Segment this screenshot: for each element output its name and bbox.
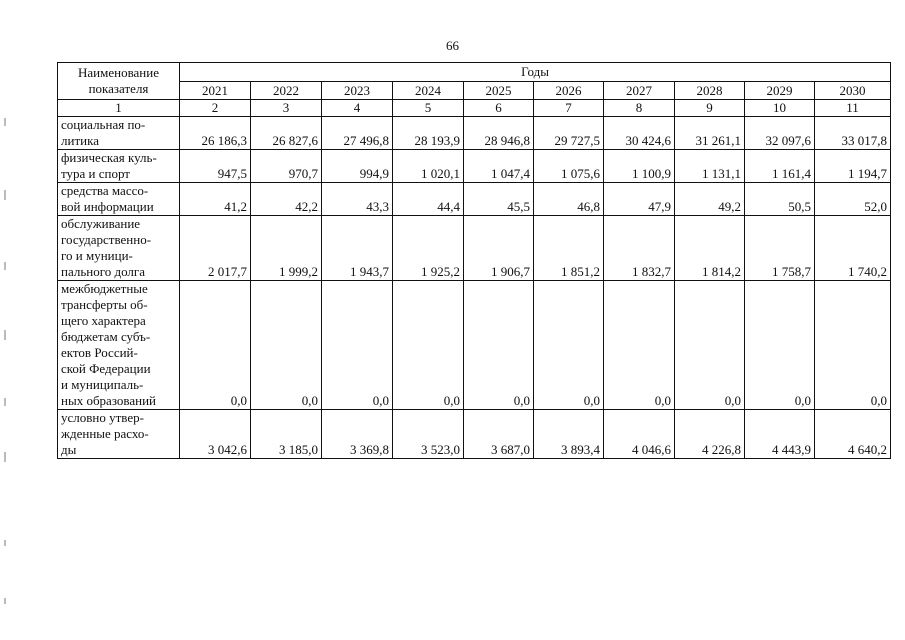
year-header-cell: 2030 <box>815 82 891 100</box>
indicator-label-line: бюджетам субъ- <box>61 329 151 344</box>
indicator-label-line: условно утвер- <box>61 410 144 425</box>
column-number-cell: 4 <box>322 100 393 117</box>
table-body <box>58 117 891 459</box>
year-header-cell: 2027 <box>604 82 675 100</box>
year-header-cell: 2021 <box>180 82 251 100</box>
value-cell: 26 827,6 <box>251 117 322 150</box>
indicator-label-line: щего характера <box>61 313 146 328</box>
year-header-cell: 2022 <box>251 82 322 100</box>
year-header-cell: 2028 <box>675 82 745 100</box>
value-cell: 46,8 <box>534 183 604 216</box>
column-number-cell: 9 <box>675 100 745 117</box>
value-cell: 947,5 <box>180 150 251 183</box>
value-cell: 1 925,2 <box>393 216 464 281</box>
table-row <box>58 183 891 216</box>
value-cell: 1 832,7 <box>604 216 675 281</box>
indicator-label-line: пального долга <box>61 264 146 279</box>
value-cell: 1 161,4 <box>745 150 815 183</box>
value-cell: 1 814,2 <box>675 216 745 281</box>
value-cell: 52,0 <box>815 183 891 216</box>
value-cell: 28 946,8 <box>464 117 534 150</box>
years-header: Годы <box>180 63 891 82</box>
year-header-cell: 2024 <box>393 82 464 100</box>
value-cell: 3 185,0 <box>251 410 322 459</box>
value-cell: 1 047,4 <box>464 150 534 183</box>
value-cell: 4 443,9 <box>745 410 815 459</box>
value-cell: 32 097,6 <box>745 117 815 150</box>
value-cell: 1 851,2 <box>534 216 604 281</box>
value-cell: 1 740,2 <box>815 216 891 281</box>
indicator-label <box>58 410 180 459</box>
value-cell: 0,0 <box>464 281 534 410</box>
value-cell: 28 193,9 <box>393 117 464 150</box>
indicator-label-line: и муниципаль- <box>61 377 144 392</box>
column-number-cell: 11 <box>815 100 891 117</box>
value-cell: 49,2 <box>675 183 745 216</box>
value-cell: 4 046,6 <box>604 410 675 459</box>
column-number-cell: 2 <box>180 100 251 117</box>
year-header-cell: 2025 <box>464 82 534 100</box>
value-cell: 1 075,6 <box>534 150 604 183</box>
indicator-label <box>58 216 180 281</box>
indicator-label-line: ды <box>61 442 77 457</box>
indicator-label-line: межбюджетные <box>61 281 148 296</box>
indicator-label-line: средства массо- <box>61 183 149 198</box>
year-header-cell: 2026 <box>534 82 604 100</box>
value-cell: 3 687,0 <box>464 410 534 459</box>
table-row <box>58 117 891 150</box>
value-cell: 1 020,1 <box>393 150 464 183</box>
value-cell: 0,0 <box>534 281 604 410</box>
value-cell: 3 042,6 <box>180 410 251 459</box>
value-cell: 1 100,9 <box>604 150 675 183</box>
indicator-label <box>58 117 180 150</box>
indicator-label-line: ской Федерации <box>61 361 151 376</box>
value-cell: 4 226,8 <box>675 410 745 459</box>
value-cell: 3 523,0 <box>393 410 464 459</box>
value-cell: 2 017,7 <box>180 216 251 281</box>
column-number-cell: 3 <box>251 100 322 117</box>
value-cell: 0,0 <box>815 281 891 410</box>
indicator-label-line: трансферты об- <box>61 297 148 312</box>
value-cell: 1 194,7 <box>815 150 891 183</box>
year-header-cell: 2023 <box>322 82 393 100</box>
value-cell: 3 369,8 <box>322 410 393 459</box>
budget-table <box>57 62 891 459</box>
indicator-label-line: обслуживание <box>61 216 141 231</box>
value-cell: 42,2 <box>251 183 322 216</box>
table-row <box>58 281 891 410</box>
column-number-cell: 7 <box>534 100 604 117</box>
value-cell: 1 906,7 <box>464 216 534 281</box>
value-cell: 0,0 <box>675 281 745 410</box>
column-number-cell: 10 <box>745 100 815 117</box>
indicator-label-line: ных образований <box>61 393 156 408</box>
value-cell: 43,3 <box>322 183 393 216</box>
indicator-label-line: социальная по- <box>61 117 146 132</box>
year-header-cell: 2029 <box>745 82 815 100</box>
value-cell: 26 186,3 <box>180 117 251 150</box>
indicator-label-line: физическая куль- <box>61 150 157 165</box>
value-cell: 45,5 <box>464 183 534 216</box>
year-header-row <box>58 82 891 100</box>
table-row <box>58 216 891 281</box>
value-cell: 33 017,8 <box>815 117 891 150</box>
value-cell: 41,2 <box>180 183 251 216</box>
indicator-label-line: жденные расхо- <box>61 426 149 441</box>
indicator-label <box>58 150 180 183</box>
value-cell: 0,0 <box>604 281 675 410</box>
value-cell: 0,0 <box>393 281 464 410</box>
header-row-top <box>58 63 891 82</box>
indicator-label-line: вой информации <box>61 199 154 214</box>
value-cell: 994,9 <box>322 150 393 183</box>
value-cell: 31 261,1 <box>675 117 745 150</box>
value-cell: 30 424,6 <box>604 117 675 150</box>
value-cell: 27 496,8 <box>322 117 393 150</box>
indicator-label-line: тура и спорт <box>61 166 130 181</box>
table-row <box>58 150 891 183</box>
value-cell: 0,0 <box>180 281 251 410</box>
value-cell: 0,0 <box>251 281 322 410</box>
value-cell: 0,0 <box>322 281 393 410</box>
indicator-label <box>58 183 180 216</box>
value-cell: 29 727,5 <box>534 117 604 150</box>
value-cell: 4 640,2 <box>815 410 891 459</box>
value-cell: 44,4 <box>393 183 464 216</box>
indicator-label-line: го и муници- <box>61 248 133 263</box>
value-cell: 50,5 <box>745 183 815 216</box>
column-number-cell: 5 <box>393 100 464 117</box>
indicator-name-header: Наименование показателя <box>58 63 180 100</box>
value-cell: 1 758,7 <box>745 216 815 281</box>
value-cell: 0,0 <box>745 281 815 410</box>
indicator-label-line: литика <box>61 133 99 148</box>
indicator-label-line: государственно- <box>61 232 152 247</box>
table-row <box>58 410 891 459</box>
column-number-cell: 1 <box>58 100 180 117</box>
column-number-cell: 8 <box>604 100 675 117</box>
column-number-row <box>58 100 891 117</box>
value-cell: 970,7 <box>251 150 322 183</box>
page-number: 66 <box>446 38 459 53</box>
value-cell: 3 893,4 <box>534 410 604 459</box>
indicator-label-line: ектов Россий- <box>61 345 138 360</box>
value-cell: 1 999,2 <box>251 216 322 281</box>
value-cell: 1 131,1 <box>675 150 745 183</box>
column-number-cell: 6 <box>464 100 534 117</box>
value-cell: 1 943,7 <box>322 216 393 281</box>
value-cell: 47,9 <box>604 183 675 216</box>
indicator-label <box>58 281 180 410</box>
